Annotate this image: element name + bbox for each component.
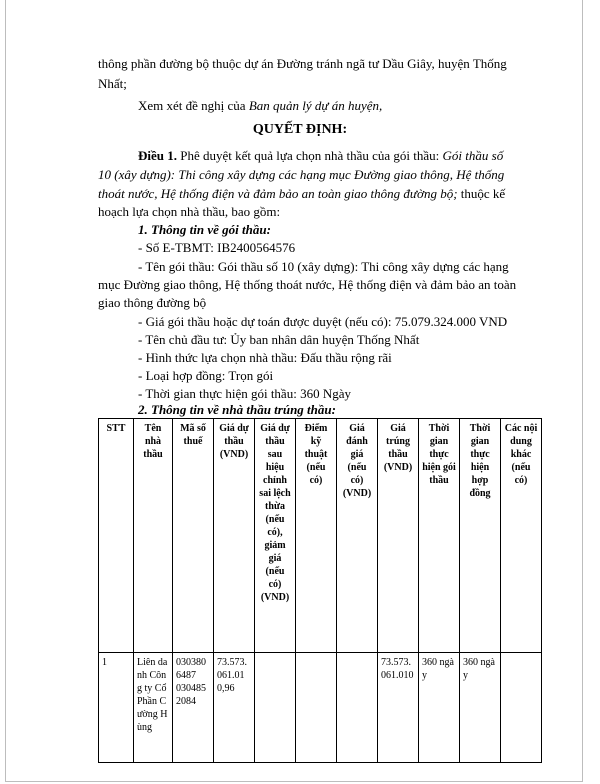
col-stt: STT	[99, 419, 134, 653]
col-evaluated-price: Giá đánh giá (nếu có) (VND)	[337, 419, 378, 653]
col-technical-score: Điểm kỹ thuật (nếu có)	[296, 419, 337, 653]
consider-prefix: Xem xét đề nghị của	[138, 98, 249, 113]
cell-winning-price: 73.573.061.010	[378, 653, 419, 763]
package-name-line-1: - Tên gói thầu: Gói thầu số 10 (xây dựng): Thi công xây dựng các hạng	[138, 259, 509, 274]
cell-package-duration: 360 ngày	[419, 653, 460, 763]
cell-other	[501, 653, 542, 763]
tax-code-2: 0304852084	[176, 683, 206, 707]
col-package-duration: Thời gian thực hiện gói thầu	[419, 419, 460, 653]
intro-line-1: thông phần đường bộ thuộc dự án Đường tránh ngã tư Dầu Giây, huyện Thống	[98, 56, 507, 71]
package-price-line: - Giá gói thầu hoặc dự toán được duyệt (nếu có): 75.079.324.000 VND	[138, 314, 508, 329]
cell-tax-code	[173, 653, 214, 763]
article1-text: Phê duyệt kết quả lựa chọn nhà thầu của gói thầu:	[177, 148, 443, 163]
cell-bid-price: 73.573.061.010,96	[214, 653, 255, 763]
consider-agency: Ban quản lý dự án huyện,	[248, 98, 383, 113]
winning-bidder-table	[98, 418, 542, 763]
article1-line-1	[138, 148, 503, 164]
section2-title: 2. Thông tin về nhà thầu trúng thầu:	[138, 402, 336, 417]
cell-contract-duration: 360 ngày	[460, 653, 501, 763]
section1-title: 1. Thông tin về gói thầu:	[138, 222, 271, 237]
owner-line: - Tên chủ đầu tư: Ủy ban nhân dân huyện Thống Nhất	[138, 332, 420, 347]
contract-type-line: - Loại hợp đồng: Trọn gói	[138, 368, 274, 383]
col-bidder-name: Tên nhà thầu	[134, 419, 173, 653]
decision-heading: QUYẾT ĐỊNH:	[252, 122, 348, 137]
duration-line: - Thời gian thực hiện gói thầu: 360 Ngày	[138, 386, 351, 401]
article1-italic-2: 10 (xây dựng): Thi công xây dựng các hạng mục Đường giao thông, Hệ thống	[98, 167, 505, 182]
article1-line-3	[98, 186, 505, 202]
article1-line-4: hoạch lựa chọn nhà thầu, bao gồm:	[98, 204, 281, 219]
col-contract-duration: Thời gian thực hiện hợp đồng	[460, 419, 501, 653]
consider-line	[138, 98, 382, 114]
col-tax-code: Mã số thuế	[173, 419, 214, 653]
cell-stt: 1	[99, 653, 134, 763]
tbmt-line: - Số E-TBMT: IB2400564576	[138, 240, 296, 255]
article1-label: Điều 1.	[138, 148, 177, 163]
article1-italic-1: Gói thầu số	[442, 148, 504, 163]
col-bid-price: Giá dự thầu (VND)	[214, 419, 255, 653]
tax-code-1: 0303806487	[176, 657, 206, 681]
selection-form-line: - Hình thức lựa chọn nhà thầu: Đấu thầu rộng rãi	[138, 350, 392, 365]
table-row	[99, 653, 542, 763]
table-header-row	[99, 419, 542, 653]
cell-adjusted-price	[255, 653, 296, 763]
col-adjusted-price: Giá dự thầu sau hiệu chỉnh sai lệch thừa (nếu có), giảm giá (nếu có) (VND)	[255, 419, 296, 653]
cell-evaluated-price	[337, 653, 378, 763]
intro-line-2: Nhất;	[98, 76, 127, 91]
package-name-line-2: mục Đường giao thông, Hệ thống thoát nước, Hệ thống điện và đảm bảo an toàn	[98, 277, 517, 292]
col-other: Các nội dung khác (nếu có)	[501, 419, 542, 653]
article1-line-2	[98, 167, 504, 183]
package-name-line-3: giao thông đường bộ	[98, 295, 207, 310]
article1-italic-3: thoát nước, Hệ thống điện và đảm bảo an toàn giao thông đường bộ;	[98, 186, 458, 201]
article1-text-b: thuộc kế	[457, 186, 506, 201]
cell-bidder-name: Liên danh Công ty Cổ Phần Cường Hùng	[134, 653, 173, 763]
col-winning-price: Giá trúng thầu (VND)	[378, 419, 419, 653]
cell-technical-score	[296, 653, 337, 763]
